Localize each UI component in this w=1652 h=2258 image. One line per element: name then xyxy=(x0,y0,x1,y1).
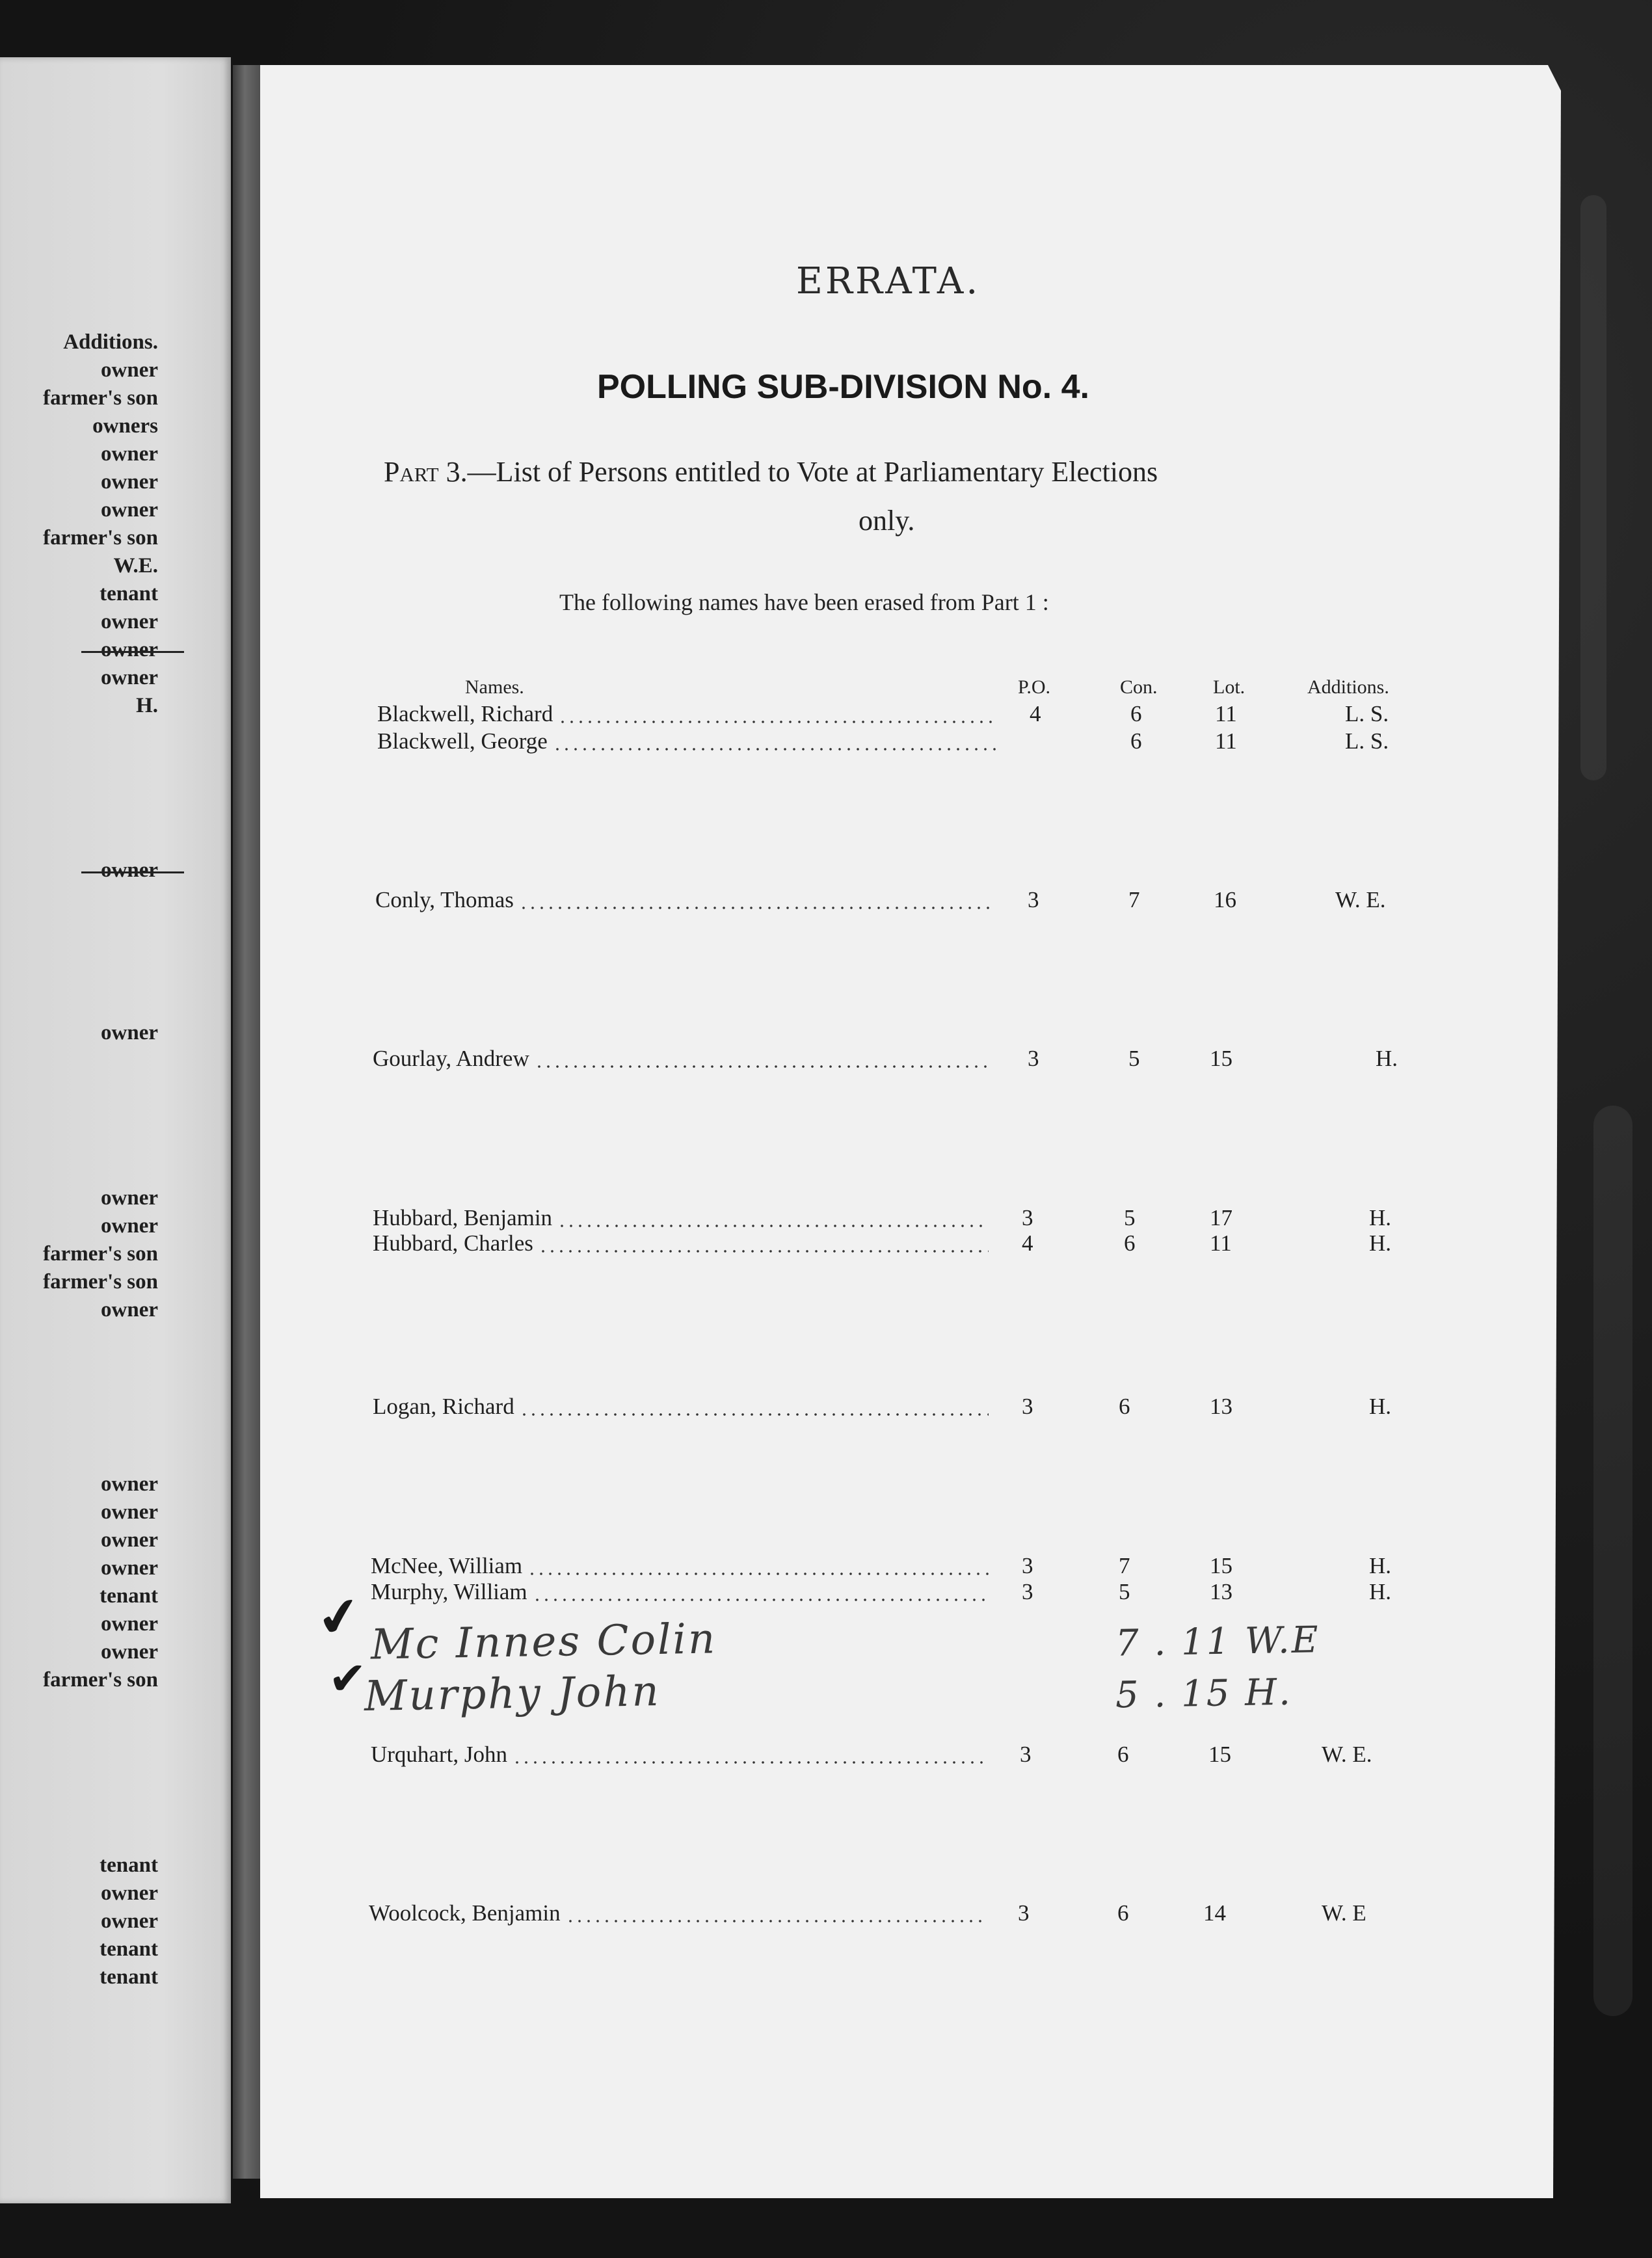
list-item: owner xyxy=(101,1909,158,1933)
lot-value: 15 xyxy=(1208,1742,1231,1767)
page-subtitle: POLLING SUB-DIVISION No. 4. xyxy=(597,368,1089,406)
handwritten-check-mark: ✔ xyxy=(312,1583,366,1651)
po-value: 4 xyxy=(1022,1230,1033,1256)
dot-leader xyxy=(535,1065,989,1068)
part-heading-continued: only. xyxy=(859,505,915,537)
list-item: farmer's son xyxy=(43,526,158,550)
po-value: 3 xyxy=(1022,1394,1033,1419)
con-value: 5 xyxy=(1119,1579,1130,1604)
list-item: owner xyxy=(101,1640,158,1664)
lot-value: 11 xyxy=(1215,701,1237,726)
con-value: 7 xyxy=(1128,887,1140,912)
additions-value: H. xyxy=(1376,1046,1398,1071)
list-item: owner xyxy=(101,442,158,466)
voter-name: Woolcock, Benjamin xyxy=(369,1900,561,1926)
con-value: 6 xyxy=(1119,1394,1130,1419)
list-item: farmer's son xyxy=(43,1668,158,1692)
con-value: 6 xyxy=(1117,1900,1129,1926)
list-item: W.E. xyxy=(113,554,158,578)
dot-leader xyxy=(566,1920,985,1922)
table-row xyxy=(0,1742,1652,1770)
po-value: 3 xyxy=(1022,1205,1033,1230)
table-row xyxy=(0,1230,1652,1259)
con-value: 7 xyxy=(1119,1553,1130,1578)
previous-page xyxy=(0,57,231,2203)
additions-value: L. S. xyxy=(1345,728,1389,754)
list-item: tenant xyxy=(100,1853,158,1877)
lot-value: 16 xyxy=(1214,887,1236,912)
additions-value: H. xyxy=(1369,1230,1392,1256)
handwritten-entry-name: Mc Innes Colin xyxy=(370,1615,717,1669)
additions-value: H. xyxy=(1369,1394,1392,1419)
voter-name: Logan, Richard xyxy=(373,1394,514,1419)
lot-value: 15 xyxy=(1210,1553,1232,1578)
part-heading xyxy=(384,455,1158,488)
table-row xyxy=(0,728,1652,757)
list-item: tenant xyxy=(100,1965,158,1989)
list-item: owner xyxy=(101,1472,158,1496)
left-page-header: Additions. xyxy=(63,330,158,354)
list-item: owner xyxy=(101,858,158,882)
list-item: owner xyxy=(101,1881,158,1905)
dot-leader xyxy=(513,1761,989,1764)
additions-value: H. xyxy=(1369,1553,1392,1578)
list-item: owner xyxy=(101,470,158,494)
part-text: —List of Persons entitled to Vote at Parliamentary Elections xyxy=(467,456,1158,488)
list-item: owner xyxy=(101,1612,158,1636)
voter-name: Hubbard, Benjamin xyxy=(373,1205,553,1230)
lot-value: 13 xyxy=(1210,1579,1232,1604)
list-item: owner xyxy=(101,1021,158,1044)
intro-text: The following names have been erased from Part 1 : xyxy=(559,589,1049,615)
list-item: tenant xyxy=(100,1937,158,1961)
voter-name: Urquhart, John xyxy=(371,1742,507,1767)
additions-value: L. S. xyxy=(1345,701,1389,726)
list-item: owners xyxy=(92,414,158,438)
column-header-con: Con. xyxy=(1120,676,1158,698)
con-value: 6 xyxy=(1130,728,1142,754)
list-item: H. xyxy=(136,694,158,717)
list-item: owner xyxy=(101,638,158,661)
table-row xyxy=(0,1394,1652,1422)
table-row xyxy=(0,1205,1652,1234)
voter-name: Hubbard, Charles xyxy=(373,1230,533,1256)
table-row xyxy=(0,1046,1652,1074)
po-value: 3 xyxy=(1022,1553,1033,1578)
list-item: owner xyxy=(101,1556,158,1580)
list-item: owner xyxy=(101,1500,158,1524)
list-item: farmer's son xyxy=(43,1270,158,1294)
table-row xyxy=(0,701,1652,730)
additions-value: W. E. xyxy=(1322,1742,1372,1767)
table-row xyxy=(0,1579,1652,1608)
voter-name: McNee, William xyxy=(371,1553,523,1578)
list-item: farmer's son xyxy=(43,1242,158,1266)
con-value: 6 xyxy=(1117,1742,1129,1767)
column-header-names: Names. xyxy=(465,676,524,698)
part-label: Part 3. xyxy=(384,456,468,488)
dot-leader xyxy=(558,721,998,723)
list-item: tenant xyxy=(100,1584,158,1608)
lot-value: 11 xyxy=(1210,1230,1232,1256)
lot-value: 11 xyxy=(1215,728,1237,754)
dot-leader xyxy=(520,1413,989,1416)
column-header-po: P.O. xyxy=(1018,676,1051,698)
voter-name: Blackwell, Richard xyxy=(377,701,553,726)
list-item: owner xyxy=(101,666,158,689)
po-value: 3 xyxy=(1028,1046,1039,1071)
additions-value: H. xyxy=(1369,1579,1392,1604)
dot-leader xyxy=(527,1573,989,1575)
po-value: 3 xyxy=(1020,1742,1032,1767)
list-item: farmer's son xyxy=(43,386,158,410)
dot-leader xyxy=(557,1225,989,1227)
list-item: owner xyxy=(101,498,158,522)
list-item: tenant xyxy=(100,582,158,605)
additions-value: W. E xyxy=(1322,1900,1366,1926)
table-row xyxy=(0,1900,1652,1929)
book-spine xyxy=(233,65,263,2179)
voter-name: Blackwell, George xyxy=(377,728,548,754)
po-value: 3 xyxy=(1022,1579,1033,1604)
dot-leader xyxy=(533,1599,989,1601)
voter-name: Gourlay, Andrew xyxy=(373,1046,529,1071)
additions-value: H. xyxy=(1369,1205,1392,1230)
lot-value: 13 xyxy=(1210,1394,1232,1419)
list-item: owner xyxy=(101,1528,158,1552)
voter-name: Murphy, William xyxy=(371,1579,527,1604)
dot-leader xyxy=(519,907,995,909)
con-value: 5 xyxy=(1124,1205,1136,1230)
table-row xyxy=(0,887,1652,916)
con-value: 6 xyxy=(1130,701,1142,726)
con-value: 5 xyxy=(1128,1046,1140,1071)
voter-name: Conly, Thomas xyxy=(375,887,514,912)
column-header-lot: Lot. xyxy=(1213,676,1246,698)
con-value: 6 xyxy=(1124,1230,1136,1256)
po-value: 4 xyxy=(1030,701,1041,726)
list-item: owner xyxy=(101,1186,158,1210)
list-item: owner xyxy=(101,358,158,382)
lot-value: 17 xyxy=(1210,1205,1232,1230)
dot-leader xyxy=(553,748,998,750)
handwritten-check-mark: ✔ xyxy=(328,1652,367,1705)
table-row xyxy=(0,1553,1652,1582)
column-header-additions: Additions. xyxy=(1307,676,1389,698)
dot-leader xyxy=(539,1250,989,1253)
po-value: 3 xyxy=(1028,887,1039,912)
handwritten-entry-values: 7 . 11 W.E xyxy=(1115,1619,1321,1665)
list-item: owner xyxy=(101,610,158,633)
lot-value: 14 xyxy=(1203,1900,1226,1926)
handwritten-entry-values: 5 . 15 H. xyxy=(1115,1671,1293,1717)
po-value: 3 xyxy=(1018,1900,1030,1926)
handwritten-entry-name: Murphy John xyxy=(364,1667,661,1721)
lot-value: 15 xyxy=(1210,1046,1232,1071)
list-item: owner xyxy=(101,1298,158,1322)
additions-value: W. E. xyxy=(1335,887,1386,912)
list-item: owner xyxy=(101,1214,158,1238)
page-title: ERRATA. xyxy=(796,260,981,302)
